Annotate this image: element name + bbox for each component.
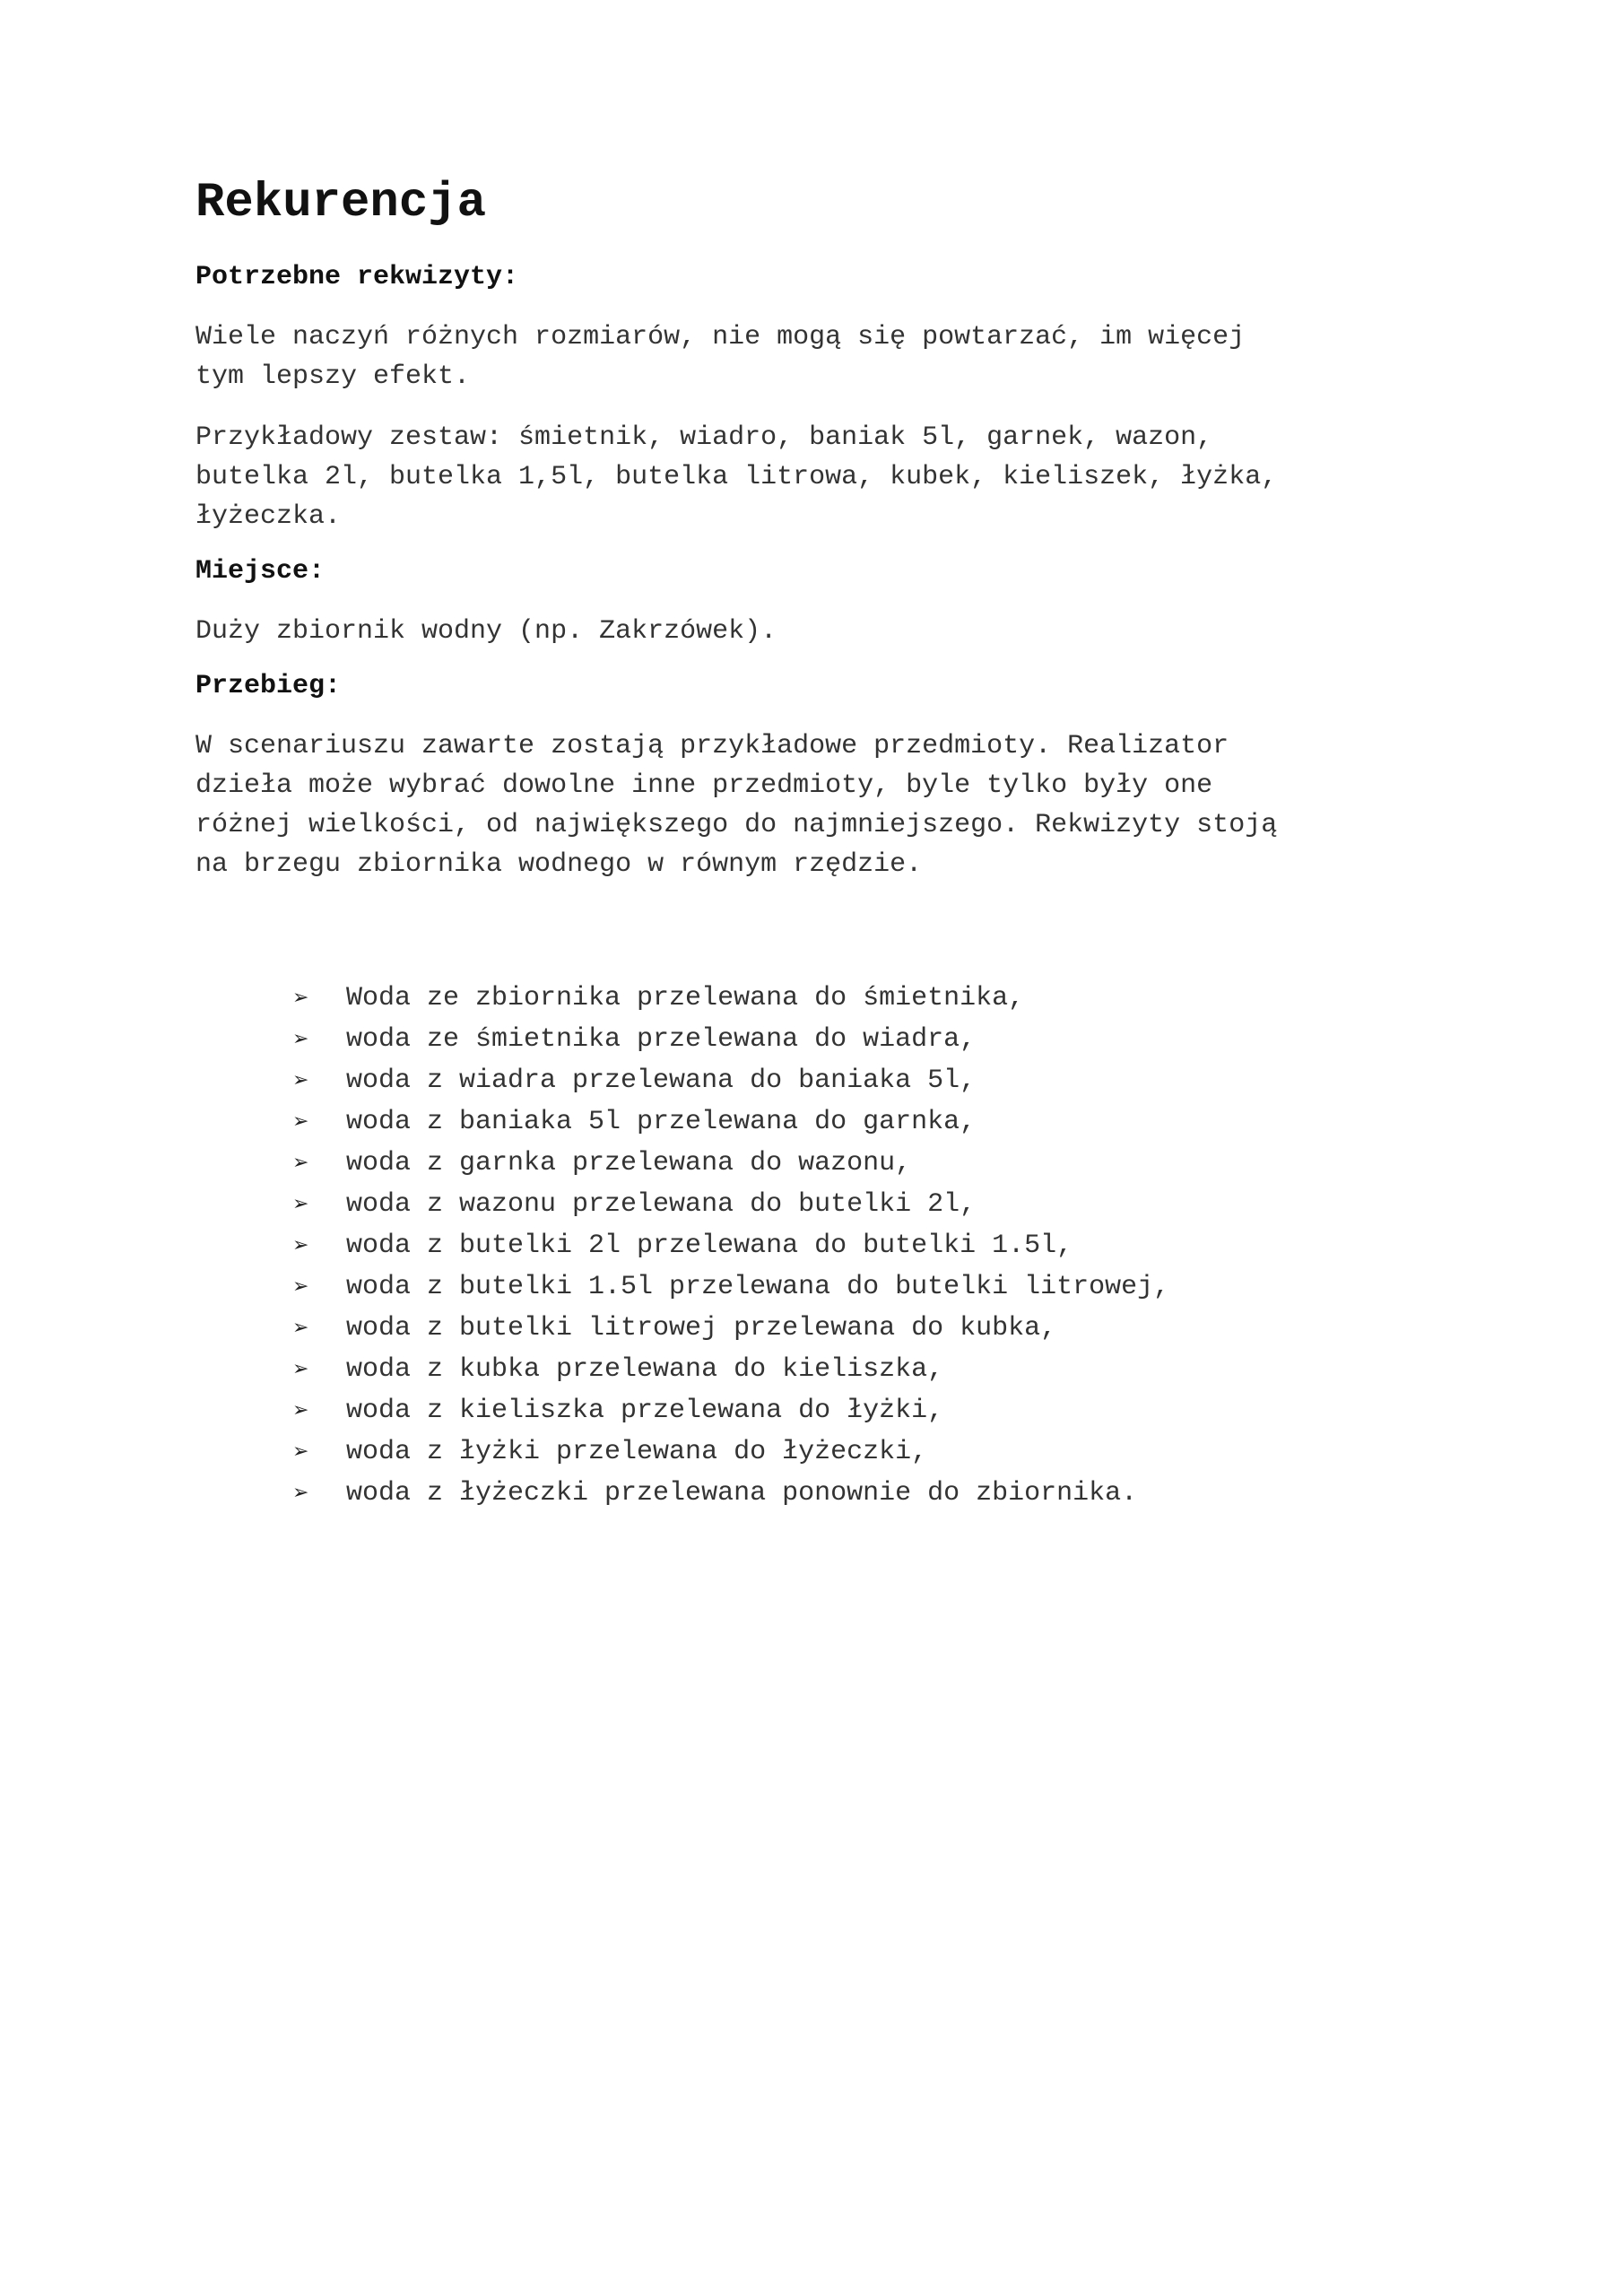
list-item (292, 1431, 1451, 1473)
document-page (195, 176, 1451, 1514)
arrow-bullet-icon: ➢ (292, 1399, 309, 1422)
document-title: Rekurencja (195, 176, 487, 230)
arrow-bullet-icon: ➢ (292, 1440, 309, 1463)
list-item (292, 1060, 1451, 1101)
list-item-text: woda z łyżeczki przelewana ponownie do zbiornika. (346, 1478, 1138, 1509)
arrow-bullet-icon: ➢ (292, 1358, 309, 1380)
arrow-bullet-icon: ➢ (292, 1028, 309, 1050)
list-item-text: woda z łyżki przelewana do łyżeczki, (346, 1437, 928, 1467)
arrow-bullet-icon: ➢ (292, 1193, 309, 1215)
list-item-text: woda z wiadra przelewana do baniaka 5l, (346, 1065, 977, 1096)
steps-list (195, 978, 1451, 1514)
arrow-bullet-icon: ➢ (292, 1275, 309, 1298)
list-item (292, 1308, 1451, 1349)
place-paragraph: Duży zbiornik wodny (np. Zakrzówek). (195, 616, 777, 647)
props-paragraph-2: Przykładowy zestaw: śmietnik, wiadro, baniak 5l, garnek, wazon, butelka 2l, butelka 1,5l, butelka litrowa, kubek, kieliszek, łyżka, łyżeczka. (195, 422, 1278, 532)
list-item (292, 1143, 1451, 1184)
props-paragraph-1: Wiele naczyń różnych rozmiarów, nie mogą się powtarzać, im więcej tym lepszy efekt. (195, 322, 1246, 392)
place-heading: Miejsce: (195, 556, 326, 587)
list-item (292, 1473, 1451, 1514)
arrow-bullet-icon: ➢ (292, 1482, 309, 1504)
arrow-bullet-icon: ➢ (292, 1317, 309, 1339)
list-item-text: woda ze śmietnika przelewana do wiadra, (346, 1024, 977, 1055)
list-item-text: woda z kubka przelewana do kieliszka, (346, 1354, 944, 1385)
list-item-text: woda z baniaka 5l przelewana do garnka, (346, 1107, 977, 1137)
list-item (292, 1101, 1451, 1143)
list-item-text: woda z garnka przelewana do wazonu, (346, 1148, 912, 1178)
list-item-text: woda z wazonu przelewana do butelki 2l, (346, 1189, 977, 1220)
list-item-text: woda z butelki 1.5l przelewana do butelki litrowej, (346, 1272, 1170, 1302)
arrow-bullet-icon: ➢ (292, 1152, 309, 1174)
list-item-text: woda z kieliszka przelewana do łyżki, (346, 1396, 944, 1426)
list-item (292, 1184, 1451, 1225)
course-paragraph: W scenariuszu zawarte zostają przykładowe przedmioty. Realizator dzieła może wybrać dowolne inne przedmioty, byle tylko były one różnej wielkości, od największego do najmniejszego. Rekwizyty stoją na brzegu zbiornika wodnego w równym rzędzie. (195, 731, 1278, 880)
list-item-text: woda z butelki litrowej przelewana do kubka, (346, 1313, 1057, 1344)
props-heading: Potrzebne rekwizyty: (195, 262, 519, 292)
list-item-text: Woda ze zbiornika przelewana do śmietnika, (346, 983, 1025, 1013)
course-heading: Przebieg: (195, 671, 342, 701)
list-item (292, 1390, 1451, 1431)
list-item (292, 1019, 1451, 1060)
spacer (195, 906, 1451, 978)
list-item (292, 978, 1451, 1019)
arrow-bullet-icon: ➢ (292, 1234, 309, 1257)
list-item-text: woda z butelki 2l przelewana do butelki 1.5l, (346, 1231, 1073, 1261)
list-item (292, 1349, 1451, 1390)
arrow-bullet-icon: ➢ (292, 1110, 309, 1133)
list-item (292, 1266, 1451, 1308)
list-item (292, 1225, 1451, 1266)
arrow-bullet-icon: ➢ (292, 1069, 309, 1091)
arrow-bullet-icon: ➢ (292, 987, 309, 1009)
